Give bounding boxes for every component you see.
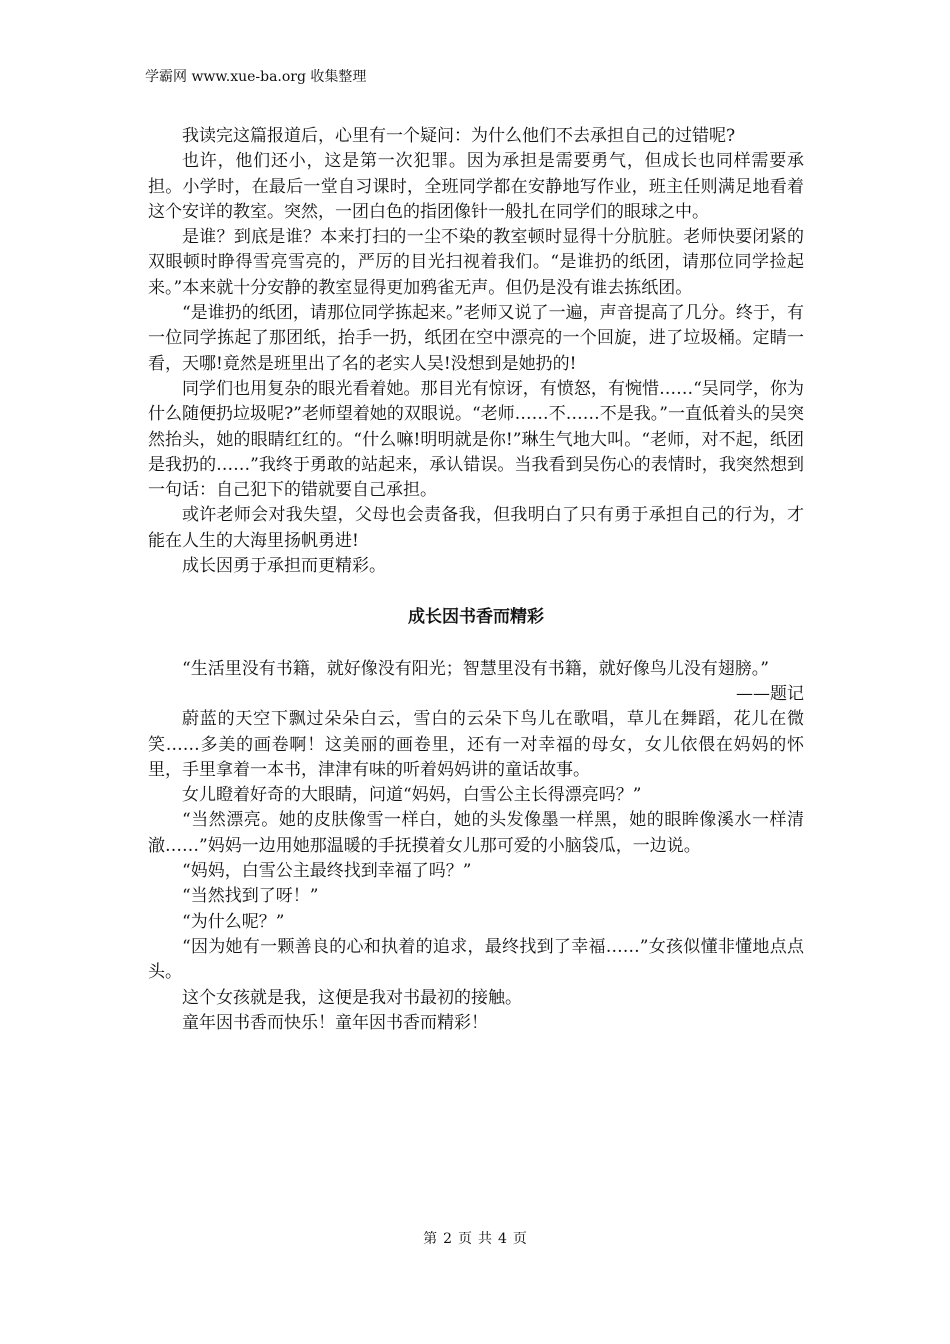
paragraph: 我读完这篇报道后，心里有一个疑问：为什么他们不去承担自己的过错呢? xyxy=(182,126,736,146)
paragraph: 这个女孩就是我，这便是我对书最初的接触。 xyxy=(182,987,522,1008)
paragraph: 也许，他们还小，这是第一次犯罪。因为承担是需要勇气，但成长也同样需要承担。小学时，在最后一堂自习课时，全班同学都在安静地写作业，班主任则满足地看着这个安详的教室。突然，一团白色的指团像针一般扎在同学们的眼球之中。 xyxy=(148,151,804,222)
paragraph: “因为她有一颗善良的心和执着的追求，最终找到了幸福……”女孩似懂非懂地点点头。 xyxy=(148,936,804,983)
paragraph: 蔚蓝的天空下飘过朵朵白云，雪白的云朵下鸟儿在歌唱，草儿在舞蹈，花儿在微笑……多美的画卷啊！这美丽的画卷里，还有一对幸福的母女，女儿依偎在妈妈的怀里，手里拿着一本书，津津有味的听着妈妈讲的童话故事。 xyxy=(148,709,804,780)
paragraph: 或许老师会对我失望，父母也会责备我，但我明白了只有勇于承担自己的行为，才能在人生的大海里扬帆勇进! xyxy=(148,505,804,551)
footer-gong: 共 xyxy=(478,1231,492,1247)
current-page-number: 2 xyxy=(443,1231,452,1247)
page-footer xyxy=(0,1229,950,1249)
paragraph: 成长因勇于承担而更精彩。 xyxy=(182,556,386,577)
total-pages-number: 4 xyxy=(498,1231,507,1247)
document-body xyxy=(148,124,804,1036)
paragraph: 童年因书香而快乐！童年因书香而精彩！ xyxy=(182,1012,488,1033)
paragraph: “当然找到了呀！” xyxy=(182,886,319,907)
footer-ye: 页 xyxy=(458,1231,472,1247)
paragraph: 女儿瞪着好奇的大眼睛，问道“妈妈，白雪公主长得漂亮吗？” xyxy=(182,785,642,806)
essay-title: 成长因书香而精彩 xyxy=(408,607,544,628)
page-header: 学霸网 www.xue-ba.org 收集整理 xyxy=(145,69,367,85)
paragraph: “是谁扔的纸团，请那位同学拣起来。”老师又说了一遍，声音提高了几分。终于，有一位同学拣起了那团纸，抬手一扔，纸团在空中漂亮的一个回旋，进了垃圾桶。定睛一看，天哪!竟然是班里出了名的老实人吴!没想到是她扔的! xyxy=(148,303,804,374)
paragraph: “当然漂亮。她的皮肤像雪一样白，她的头发像墨一样黑，她的眼眸像溪水一样清澈……”妈妈一边用她那温暖的手抚摸着女儿那可爱的小脑袋瓜，一边说。 xyxy=(148,810,804,856)
epigraph-source: ——题记 xyxy=(736,683,804,704)
paragraph: “为什么呢？” xyxy=(182,911,285,932)
footer-ye: 页 xyxy=(512,1231,527,1247)
epigraph: “生活里没有书籍，就好像没有阳光；智慧里没有书籍，就好像鸟儿没有翅膀。” xyxy=(182,658,769,679)
paragraph: “妈妈，白雪公主最终找到幸福了吗？” xyxy=(182,861,472,882)
paragraph: 同学们也用复杂的眼光看着她。那目光有惊讶，有愤怒，有惋惜……“吴同学，你为什么随便扔垃圾呢?”老师望着她的双眼说。“老师……不……不是我。”一直低着头的吴突然抬头，她的眼睛红红的。“什么嘛!明明就是你!”琳生气地大叫。“老师，对不起，纸团是我扔的……”我终于勇敢的站起来，承认错误。当我看到吴伤心的表情时，我突然想到一句话：自己犯下的错就要自己承担。 xyxy=(148,378,804,501)
footer-di: 第 xyxy=(423,1231,438,1247)
paragraph: 是谁？到底是谁？本来打扫的一尘不染的教室顿时显得十分肮脏。老师快要闭紧的双眼顿时睁得雪亮雪亮的，严厉的目光扫视着我们。“是谁扔的纸团，请那位同学捡起来。”本来就十分安静的教室显得更加鸦雀无声。但仍是没有谁去拣纸团。 xyxy=(148,227,804,298)
